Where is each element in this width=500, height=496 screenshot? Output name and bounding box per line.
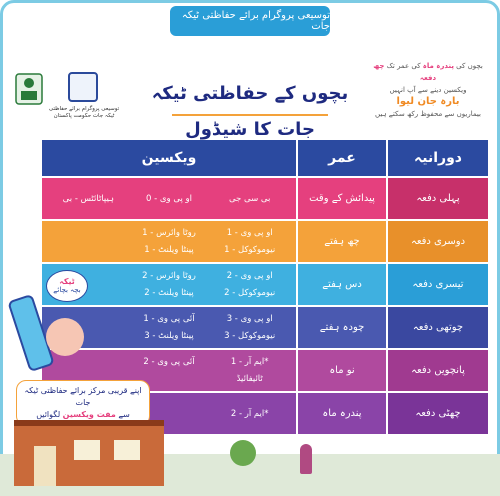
- clinic-building-icon: [14, 420, 164, 486]
- vaccine-item: *ایم آر - 2: [230, 408, 269, 419]
- side-note: [372, 60, 484, 120]
- table-row: [42, 178, 488, 219]
- slogan-bubble: ٹیکہ بچہ بچائے: [46, 270, 88, 302]
- epi-logo-icon: [68, 72, 98, 102]
- age-cell: نو ماہ: [298, 350, 386, 391]
- door-icon: [34, 446, 56, 486]
- age-cell: چھ ہفتے: [298, 221, 386, 262]
- vaccine-item: ٹائیفائیڈ: [236, 373, 263, 384]
- vaccine-item: آئی پی وی - 1: [143, 314, 195, 325]
- vaccine-item: او پی وی - 2: [226, 271, 273, 282]
- person-icon: [300, 444, 312, 474]
- baby-icon: [46, 318, 84, 356]
- side-note-line2: ویکسین دینے سے آپ انہیں: [389, 86, 467, 94]
- side-note-line4: بیماریوں سے محفوظ رکھ سکتے ہیں: [375, 110, 481, 118]
- program-ribbon: توسیعی پروگرام برائے حفاظتی ٹیکہ جات: [170, 6, 330, 36]
- header-dose: دورانیہ: [388, 140, 488, 176]
- vaccine-item: روٹا وائرس - 1: [142, 228, 196, 239]
- dose-cell: چھٹی دفعہ: [388, 393, 488, 434]
- table-row: [42, 221, 488, 262]
- window-icon: [114, 440, 140, 460]
- tree-icon: [230, 440, 256, 466]
- vaccine-item: [48, 225, 129, 242]
- table-row: [42, 264, 488, 305]
- dose-cell: چوتھی دفعہ: [388, 307, 488, 348]
- callout-line1: اپنے قریبی مرکز برائے حفاظتی ٹیکہ جات: [24, 386, 142, 407]
- age-cell: پیدائش کے وقت: [298, 178, 386, 219]
- age-cell: دس ہفتے: [298, 264, 386, 305]
- vaccine-item: پینٹا ویلنٹ - 1: [144, 244, 194, 255]
- header-vaccine: ویکسین: [42, 140, 296, 176]
- vaccine-item: روٹا وائرس - 2: [142, 271, 196, 282]
- dose-cell: دوسری دفعہ: [388, 221, 488, 262]
- vaccine-item: آئی پی وی - 2: [143, 357, 195, 368]
- vaccine-item: نیوموکوکل - 3: [224, 330, 276, 341]
- dose-cell: تیسری دفعہ: [388, 264, 488, 305]
- callout-line2: سے مفت ویکسین لگوائیں: [36, 410, 130, 419]
- vaccine-item: پینٹا ویلنٹ - 3: [144, 330, 194, 341]
- vaccine-item: پینٹا ویلنٹ - 2: [144, 287, 194, 298]
- vaccine-item: نیوموکوکل - 2: [224, 287, 276, 298]
- age-cell: چودہ ہفتے: [298, 307, 386, 348]
- vaccine-item: *ایم آر - 1: [230, 357, 269, 368]
- side-note-line1: بچوں کی پندرہ ماہ کی عمر تک چھ دفعہ: [373, 62, 483, 82]
- table-header-row: [42, 140, 488, 176]
- vaccine-item: او پی وی - 3: [226, 314, 273, 325]
- window-icon: [74, 440, 100, 460]
- vaccine-item: نیوموکوکل - 1: [224, 244, 276, 255]
- logo-caption: توسیعی پروگرام برائے حفاظتی ٹیکہ جات حکومت پاکستان: [48, 106, 120, 119]
- dose-cell: پانچویں دفعہ: [388, 350, 488, 391]
- government-emblem-icon: [14, 72, 44, 106]
- table-row: [42, 307, 488, 348]
- vaccine-item: بی سی جی: [228, 193, 271, 204]
- page-title: بچوں کے حفاظتی ٹیکہ جات کا شیڈول: [151, 83, 349, 140]
- side-note-line3: بارہ جان لیوا: [396, 96, 460, 107]
- age-cell: پندرہ ماہ: [298, 393, 386, 434]
- vaccine-item: او پی وی - 1: [226, 228, 273, 239]
- vaccine-item: [48, 354, 129, 371]
- vaccine-cell: [42, 221, 296, 262]
- title-underline: [172, 114, 328, 116]
- vaccine-item: ہیپاٹائٹس - بی: [62, 194, 115, 204]
- vaccine-cell: [42, 178, 296, 219]
- vaccine-item: [48, 242, 129, 259]
- vaccine-item: او پی وی - 0: [146, 193, 192, 204]
- header-age: عمر: [298, 140, 386, 176]
- dose-cell: پہلی دفعہ: [388, 178, 488, 219]
